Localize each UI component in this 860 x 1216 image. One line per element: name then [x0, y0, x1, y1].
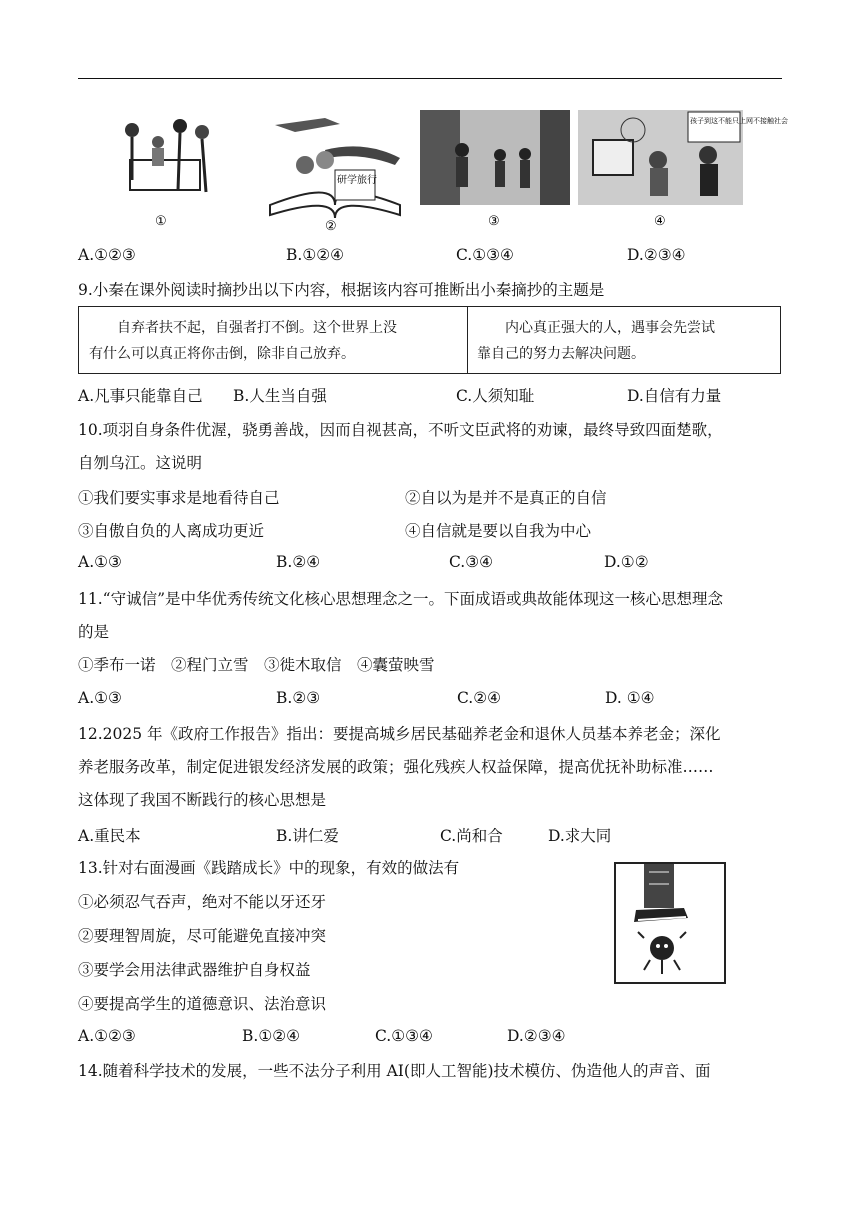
q14-stem-line-1: 14.随着科学技术的发展，一些不法分子利用 AI(即人工智能)技术模仿、伪造他人的声音、面 — [78, 1062, 711, 1080]
illustration-1-family-care — [110, 110, 220, 230]
q8-option-b[interactable]: B.①②④ — [286, 246, 345, 264]
label-1: ① — [155, 214, 167, 229]
q13-option-d[interactable]: D.②③④ — [507, 1027, 566, 1045]
q11-stem-line-1: 11.“守诚信”是中华优秀传统文化核心思想理念之一。下面成语或典故能体现这一核心思想理念 — [78, 590, 724, 608]
q10-statement-3: ③自傲自负的人离成功更近 — [78, 522, 265, 540]
q13-statement-4: ④要提高学生的道德意识、法治意识 — [78, 995, 327, 1013]
label-4: ④ — [654, 214, 666, 229]
q8-option-d[interactable]: D.②③④ — [627, 246, 686, 264]
q12-stem-line-3: 这体现了我国不断践行的核心思想是 — [78, 791, 327, 809]
q13-stem: 13.针对右面漫画《践踏成长》中的现象，有效的做法有 — [78, 859, 460, 877]
illustration-4-internet-addiction — [578, 110, 788, 230]
q10-statement-1: ①我们要实事求是地看待自己 — [78, 489, 280, 507]
q11-statements: ①季布一诺 ②程门立雪 ③徙木取信 ④囊萤映雪 — [78, 656, 435, 674]
q13-option-c[interactable]: C.①③④ — [375, 1027, 433, 1045]
illustration-2-study-tour — [265, 110, 405, 234]
q12-option-d[interactable]: D.求大同 — [548, 827, 612, 845]
speech-bubble: 孩子到这不能只上网不接触社会 — [690, 117, 788, 125]
q13-statement-3: ③要学会用法律武器维护自身权益 — [78, 961, 311, 979]
q10-option-c[interactable]: C.③④ — [449, 553, 494, 571]
q13-option-a[interactable]: A.①②③ — [78, 1027, 136, 1045]
q9-option-a[interactable]: A.凡事只能靠自己 — [78, 387, 203, 405]
header-rule — [78, 78, 782, 79]
quote-left-line-2: 有什么可以真正将你击倒，除非自己放弃。 — [89, 346, 355, 362]
q10-option-a[interactable]: A.①③ — [78, 553, 122, 571]
q10-stem-line-2: 自刎乌江。这说明 — [78, 454, 203, 472]
q9-option-c[interactable]: C.人须知耻 — [456, 387, 535, 405]
study-tour-sign: 研学旅行 — [337, 175, 377, 186]
q12-stem-line-1: 12.2025 年《政府工作报告》指出：要提高城乡居民基础养老金和退休人员基本养老金；深化 — [78, 725, 721, 743]
label-3: ③ — [488, 214, 500, 229]
q12-stem-line-2: 养老服务改革，制定促进银发经济发展的政策；强化残疾人权益保障，提高优抚补助标准…… — [78, 758, 714, 776]
q13-statement-1: ①必须忍气吞声，绝对不能以牙还牙 — [78, 893, 327, 911]
q11-option-a[interactable]: A.①③ — [78, 689, 122, 707]
q12-option-b[interactable]: B.讲仁爱 — [276, 827, 339, 845]
illustration-3-walking-students — [420, 110, 570, 230]
q8-option-a[interactable]: A.①②③ — [78, 246, 136, 264]
q13-cartoon-trampled-growth — [614, 862, 726, 984]
q11-option-c[interactable]: C.②④ — [457, 689, 502, 707]
q9-quote-table — [78, 306, 781, 374]
q9-stem: 9.小秦在课外阅读时摘抄出以下内容，根据该内容可推断出小秦摘抄的主题是 — [78, 281, 605, 299]
q10-option-b[interactable]: B.②④ — [276, 553, 321, 571]
q11-stem-line-2: 的是 — [78, 623, 110, 641]
q10-statement-2: ②自以为是并不是真正的自信 — [405, 489, 607, 507]
q8-illustrations — [110, 110, 788, 234]
quote-right-line-1: 内心真正强大的人，遇事会先尝试 — [505, 320, 715, 336]
quote-left-line-1: 自弃者扶不起，自强者打不倒。这个世界上没 — [117, 320, 397, 336]
quote-right-line-2: 靠自己的努力去解决问题。 — [477, 346, 645, 362]
q12-option-a[interactable]: A.重民本 — [78, 827, 141, 845]
q10-stem-line-1: 10.项羽自身条件优渥，骁勇善战，因而自视甚高，不听文臣武将的劝谏，最终导致四面楚歌， — [78, 421, 723, 439]
label-2: ② — [325, 219, 337, 234]
q8-option-c[interactable]: C.①③④ — [456, 246, 514, 264]
q9-option-b[interactable]: B.人生当自强 — [233, 387, 327, 405]
q13-statement-2: ②要理智周旋，尽可能避免直接冲突 — [78, 927, 327, 945]
q9-option-d[interactable]: D.自信有力量 — [627, 387, 722, 405]
q10-option-d[interactable]: D.①② — [604, 553, 649, 571]
quote-divider — [467, 307, 468, 373]
quote-left — [89, 315, 397, 367]
quote-right — [477, 315, 715, 367]
q13-option-b[interactable]: B.①②④ — [242, 1027, 301, 1045]
q11-option-b[interactable]: B.②③ — [276, 689, 321, 707]
q11-option-d[interactable]: D. ①④ — [605, 689, 655, 707]
q10-statement-4: ④自信就是要以自我为中心 — [405, 522, 592, 540]
q12-option-c[interactable]: C.尚和合 — [440, 827, 503, 845]
